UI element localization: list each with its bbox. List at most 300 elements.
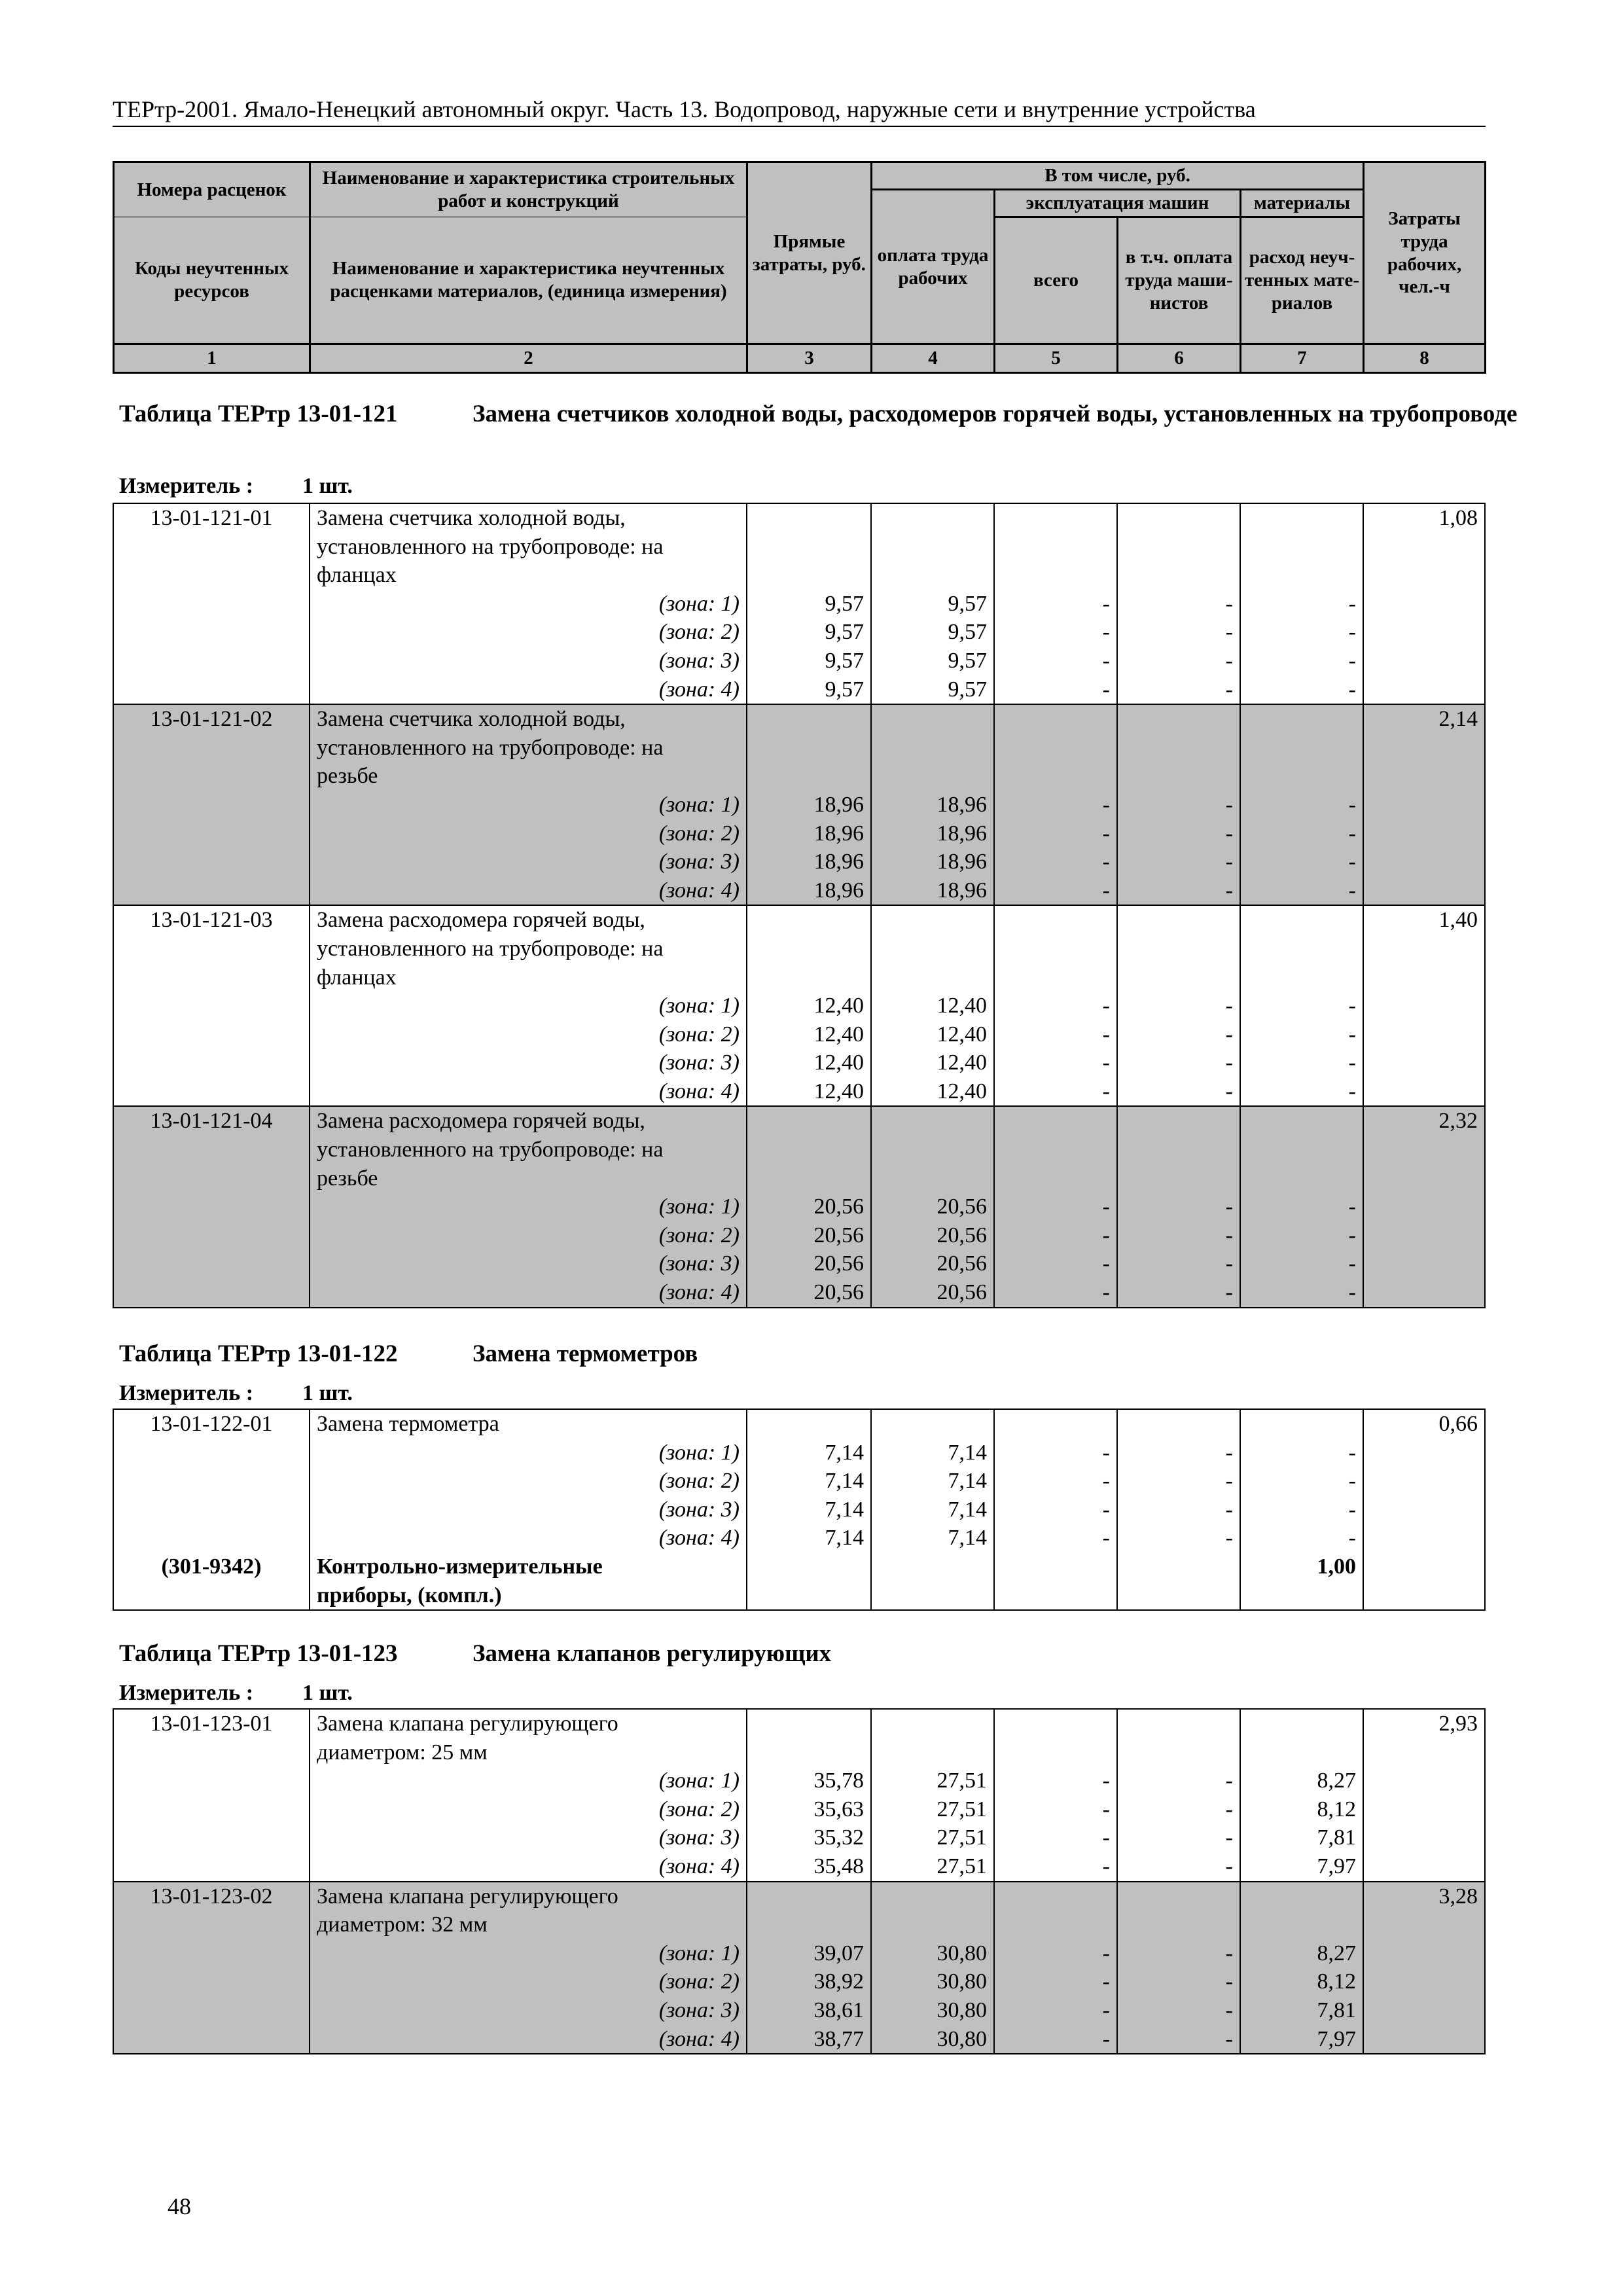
table-row — [113, 1996, 1485, 2025]
machines-total — [994, 1910, 1117, 1939]
page-header: ТЕРтр-2001. Ямало-Ненецкий автономный округ. Часть 13. Водопровод, наружные сети и внутренние устройства — [113, 96, 1486, 127]
labor-costs — [1363, 675, 1485, 705]
direct-costs: 18,96 — [747, 819, 871, 848]
direct-costs: 18,96 — [747, 876, 871, 906]
table-row — [113, 848, 1485, 876]
work-description: резьбе — [310, 762, 747, 791]
rate-code — [113, 1996, 310, 2025]
machinist-pay: - — [1117, 1278, 1240, 1308]
rate-code — [113, 1823, 310, 1852]
work-description: (зона: 2) — [310, 1467, 747, 1496]
direct-costs — [747, 935, 871, 963]
labor-costs: 2,93 — [1363, 1709, 1485, 1738]
machines-total: - — [994, 2025, 1117, 2054]
worker-pay: 18,96 — [871, 848, 994, 876]
direct-costs: 9,57 — [747, 647, 871, 675]
work-description: (зона: 1) — [310, 1439, 747, 1467]
work-description: резьбе — [310, 1164, 747, 1193]
work-description: (зона: 2) — [310, 1967, 747, 1996]
worker-pay: 18,96 — [871, 791, 994, 819]
machinist-pay — [1117, 1910, 1240, 1939]
materials: - — [1240, 590, 1363, 619]
rate-code — [113, 2025, 310, 2054]
table-row — [113, 675, 1485, 705]
table-row — [113, 561, 1485, 590]
materials — [1240, 963, 1363, 992]
rate-code — [113, 1249, 310, 1278]
materials: - — [1240, 1249, 1363, 1278]
worker-pay: 20,56 — [871, 1278, 994, 1308]
table-row — [113, 1106, 1485, 1136]
rate-code — [113, 734, 310, 762]
machines-total: - — [994, 1996, 1117, 2025]
machines-total — [994, 1409, 1117, 1439]
rates-table-13-01-123 — [113, 1708, 1486, 2054]
labor-costs — [1363, 1967, 1485, 1996]
materials: 8,12 — [1240, 1967, 1363, 1996]
labor-costs — [1363, 734, 1485, 762]
machines-total: - — [994, 618, 1117, 647]
worker-pay — [871, 1709, 994, 1738]
table-row — [113, 905, 1485, 935]
rate-code: 13-01-121-02 — [113, 704, 310, 734]
rate-code — [113, 1738, 310, 1767]
work-description: диаметром: 25 мм — [310, 1738, 747, 1767]
work-description: (зона: 2) — [310, 819, 747, 848]
table-row — [113, 1581, 1485, 1611]
direct-costs: 12,40 — [747, 1077, 871, 1107]
table-row — [113, 1496, 1485, 1524]
direct-costs — [747, 1409, 871, 1439]
labor-costs — [1363, 590, 1485, 619]
direct-costs: 20,56 — [747, 1249, 871, 1278]
direct-costs: 20,56 — [747, 1193, 871, 1221]
worker-pay — [871, 734, 994, 762]
rate-code — [113, 935, 310, 963]
direct-costs: 20,56 — [747, 1221, 871, 1250]
machines-total: - — [994, 1193, 1117, 1221]
work-description: (зона: 4) — [310, 2025, 747, 2054]
direct-costs: 35,63 — [747, 1795, 871, 1824]
work-description: Замена расходомера горячей воды, — [310, 1106, 747, 1136]
direct-costs: 35,32 — [747, 1823, 871, 1852]
machinist-pay — [1117, 561, 1240, 590]
materials: - — [1240, 1496, 1363, 1524]
machinist-pay: - — [1117, 1496, 1240, 1524]
labor-costs: 2,32 — [1363, 1106, 1485, 1136]
work-description: (зона: 1) — [310, 992, 747, 1020]
rate-code — [113, 533, 310, 562]
resource-qty: 1,00 — [1240, 1552, 1363, 1581]
table-row — [113, 1077, 1485, 1107]
work-description: (зона: 4) — [310, 1077, 747, 1107]
worker-pay: 20,56 — [871, 1221, 994, 1250]
materials: 8,12 — [1240, 1795, 1363, 1824]
direct-costs: 38,77 — [747, 2025, 871, 2054]
machines-total: - — [994, 992, 1117, 1020]
worker-pay — [871, 1552, 994, 1581]
machines-total: - — [994, 1524, 1117, 1552]
labor-costs — [1363, 1249, 1485, 1278]
direct-costs: 18,96 — [747, 848, 871, 876]
materials — [1240, 1136, 1363, 1164]
table-code: Таблица ТЕРтр 13-01-123 — [119, 1640, 398, 1667]
machinist-pay: - — [1117, 1967, 1240, 1996]
direct-costs — [747, 1581, 871, 1611]
header-c7: расход неуч-тенных мате-риалов — [1241, 217, 1364, 344]
materials: 8,27 — [1240, 1939, 1363, 1968]
unit-label: Измеритель : — [119, 474, 254, 498]
header-machines: эксплуатация машин — [995, 190, 1241, 217]
rate-code — [113, 1049, 310, 1077]
machinist-pay — [1117, 704, 1240, 734]
direct-costs — [747, 503, 871, 533]
table-row — [113, 1709, 1485, 1738]
materials — [1240, 1910, 1363, 1939]
labor-costs — [1363, 1581, 1485, 1611]
labor-costs — [1363, 1496, 1485, 1524]
machinist-pay — [1117, 935, 1240, 963]
materials — [1240, 1709, 1363, 1738]
materials: 7,81 — [1240, 1823, 1363, 1852]
header-num: 8 — [1364, 344, 1486, 373]
labor-costs — [1363, 1221, 1485, 1250]
direct-costs: 9,57 — [747, 590, 871, 619]
header-c2-top: Наименование и характеристика строительных работ и конструкций — [310, 162, 747, 217]
unit-value: 1 шт. — [302, 1681, 353, 1705]
worker-pay: 27,51 — [871, 1823, 994, 1852]
rate-code — [113, 1164, 310, 1193]
table-row — [113, 992, 1485, 1020]
materials: - — [1240, 1049, 1363, 1077]
machines-total — [994, 1552, 1117, 1581]
table-row — [113, 1164, 1485, 1193]
rate-code — [113, 1020, 310, 1049]
labor-costs — [1363, 1467, 1485, 1496]
work-description: (зона: 3) — [310, 1249, 747, 1278]
machinist-pay: - — [1117, 791, 1240, 819]
table-row — [113, 1193, 1485, 1221]
machinist-pay: - — [1117, 647, 1240, 675]
materials: - — [1240, 848, 1363, 876]
table-row — [113, 1738, 1485, 1767]
machines-total: - — [994, 1249, 1117, 1278]
work-description: Замена счетчика холодной воды, — [310, 704, 747, 734]
direct-costs: 9,57 — [747, 618, 871, 647]
labor-costs — [1363, 1193, 1485, 1221]
labor-costs — [1363, 647, 1485, 675]
worker-pay — [871, 905, 994, 935]
table-row — [113, 2025, 1485, 2054]
rate-code — [113, 819, 310, 848]
worker-pay: 12,40 — [871, 1077, 994, 1107]
work-description: Замена счетчика холодной воды, — [310, 503, 747, 533]
worker-pay — [871, 533, 994, 562]
work-description: (зона: 3) — [310, 848, 747, 876]
rate-code: 13-01-122-01 — [113, 1409, 310, 1439]
materials: - — [1240, 1077, 1363, 1107]
labor-costs: 3,28 — [1363, 1882, 1485, 1911]
rate-code — [113, 1852, 310, 1882]
labor-costs — [1363, 1795, 1485, 1824]
machinist-pay: - — [1117, 1467, 1240, 1496]
machines-total: - — [994, 1077, 1117, 1107]
rate-code: 13-01-121-03 — [113, 905, 310, 935]
direct-costs: 35,48 — [747, 1852, 871, 1882]
table-row — [113, 1439, 1485, 1467]
materials: - — [1240, 876, 1363, 906]
table-row — [113, 1221, 1485, 1250]
machinist-pay: - — [1117, 1524, 1240, 1552]
machinist-pay — [1117, 1738, 1240, 1767]
header-num: 6 — [1118, 344, 1241, 373]
labor-costs: 0,66 — [1363, 1409, 1485, 1439]
materials — [1240, 762, 1363, 791]
materials: - — [1240, 1020, 1363, 1049]
worker-pay: 7,14 — [871, 1496, 994, 1524]
labor-costs — [1363, 1278, 1485, 1308]
work-description: (зона: 1) — [310, 791, 747, 819]
labor-costs — [1363, 1020, 1485, 1049]
direct-costs — [747, 561, 871, 590]
header-c3: Прямые затраты, руб. — [747, 162, 872, 344]
work-description: фланцах — [310, 963, 747, 992]
machinist-pay: - — [1117, 1077, 1240, 1107]
table-row — [113, 1136, 1485, 1164]
work-description: (зона: 4) — [310, 675, 747, 705]
machines-total: - — [994, 1278, 1117, 1308]
work-description: (зона: 4) — [310, 1524, 747, 1552]
work-description: (зона: 1) — [310, 590, 747, 619]
direct-costs: 35,78 — [747, 1767, 871, 1795]
table-row — [113, 1767, 1485, 1795]
worker-pay: 9,57 — [871, 647, 994, 675]
labor-costs — [1363, 1823, 1485, 1852]
labor-costs — [1363, 1738, 1485, 1767]
direct-costs — [747, 1164, 871, 1193]
direct-costs — [747, 533, 871, 562]
worker-pay — [871, 1136, 994, 1164]
rate-code — [113, 1939, 310, 1968]
direct-costs: 7,14 — [747, 1439, 871, 1467]
materials — [1240, 905, 1363, 935]
machinist-pay — [1117, 1709, 1240, 1738]
machines-total: - — [994, 1467, 1117, 1496]
machines-total: - — [994, 590, 1117, 619]
table-name: Замена счетчиков холодной воды, расходомеров горячей воды, установленных на трубопроводе — [473, 401, 1518, 427]
materials — [1240, 1738, 1363, 1767]
work-description: (зона: 4) — [310, 1278, 747, 1308]
labor-costs: 2,14 — [1363, 704, 1485, 734]
labor-costs — [1363, 618, 1485, 647]
labor-costs — [1363, 1910, 1485, 1939]
worker-pay: 9,57 — [871, 590, 994, 619]
rate-code — [113, 876, 310, 906]
rate-code — [113, 647, 310, 675]
materials: 7,97 — [1240, 2025, 1363, 2054]
table-code: Таблица ТЕРтр 13-01-122 — [119, 1340, 398, 1367]
rate-code — [113, 1221, 310, 1250]
machinist-pay: - — [1117, 876, 1240, 906]
labor-costs: 1,40 — [1363, 905, 1485, 935]
worker-pay: 30,80 — [871, 1939, 994, 1968]
materials: 7,97 — [1240, 1852, 1363, 1882]
labor-costs — [1363, 1524, 1485, 1552]
labor-costs — [1363, 1939, 1485, 1968]
direct-costs: 38,61 — [747, 1996, 871, 2025]
machinist-pay — [1117, 734, 1240, 762]
labor-costs — [1363, 1077, 1485, 1107]
table-row — [113, 1524, 1485, 1552]
labor-costs — [1363, 1552, 1485, 1581]
resource-description: приборы, (компл.) — [310, 1581, 747, 1611]
direct-costs: 12,40 — [747, 1020, 871, 1049]
labor-costs — [1363, 1164, 1485, 1193]
worker-pay — [871, 1409, 994, 1439]
machines-total: - — [994, 1221, 1117, 1250]
worker-pay — [871, 1106, 994, 1136]
rate-code — [113, 1278, 310, 1308]
labor-costs — [1363, 935, 1485, 963]
direct-costs: 7,14 — [747, 1524, 871, 1552]
machinist-pay: - — [1117, 618, 1240, 647]
machines-total — [994, 1136, 1117, 1164]
worker-pay: 20,56 — [871, 1249, 994, 1278]
direct-costs — [747, 704, 871, 734]
machines-total — [994, 1709, 1117, 1738]
machines-total: - — [994, 791, 1117, 819]
header-c2-bottom: Наименование и характеристика неучтенных расценками материалов, (единица измерения) — [310, 217, 747, 344]
rate-code — [113, 1795, 310, 1824]
rate-code — [113, 848, 310, 876]
rate-code — [113, 590, 310, 619]
work-description: установленного на трубопроводе: на — [310, 533, 747, 562]
machinist-pay: - — [1117, 1439, 1240, 1467]
machinist-pay: - — [1117, 1221, 1240, 1250]
materials: 7,81 — [1240, 1996, 1363, 2025]
header-num: 1 — [114, 344, 310, 373]
worker-pay: 12,40 — [871, 1020, 994, 1049]
header-num: 4 — [872, 344, 995, 373]
header-c8: Затраты труда рабочих, чел.-ч — [1364, 162, 1486, 344]
header-num: 5 — [995, 344, 1118, 373]
machinist-pay: - — [1117, 1249, 1240, 1278]
labor-costs — [1363, 1136, 1485, 1164]
rate-code — [113, 618, 310, 647]
table-row — [113, 1882, 1485, 1911]
labor-costs — [1363, 1767, 1485, 1795]
labor-costs — [1363, 819, 1485, 848]
materials: - — [1240, 1221, 1363, 1250]
machinist-pay — [1117, 1164, 1240, 1193]
machines-total: - — [994, 1852, 1117, 1882]
table-row — [113, 503, 1485, 533]
direct-costs: 9,57 — [747, 675, 871, 705]
rate-code: 13-01-121-01 — [113, 503, 310, 533]
materials: - — [1240, 1278, 1363, 1308]
machinist-pay: - — [1117, 1049, 1240, 1077]
rate-code — [113, 1524, 310, 1552]
labor-costs — [1363, 848, 1485, 876]
labor-costs — [1363, 533, 1485, 562]
materials: - — [1240, 1524, 1363, 1552]
table-row — [113, 1552, 1485, 1581]
worker-pay — [871, 704, 994, 734]
labor-costs — [1363, 1439, 1485, 1467]
worker-pay: 18,96 — [871, 876, 994, 906]
rate-code — [113, 1193, 310, 1221]
machinist-pay — [1117, 1581, 1240, 1611]
machinist-pay: - — [1117, 1767, 1240, 1795]
labor-costs — [1363, 561, 1485, 590]
work-description: (зона: 3) — [310, 1049, 747, 1077]
materials — [1240, 1164, 1363, 1193]
rate-code — [113, 992, 310, 1020]
machinist-pay: - — [1117, 992, 1240, 1020]
materials — [1240, 1106, 1363, 1136]
header-c5: всего — [995, 217, 1118, 344]
unit-value: 1 шт. — [302, 1381, 353, 1405]
machinist-pay: - — [1117, 1996, 1240, 2025]
direct-costs: 18,96 — [747, 791, 871, 819]
work-description: (зона: 1) — [310, 1193, 747, 1221]
table-name: Замена термометров — [473, 1340, 698, 1367]
direct-costs — [747, 1552, 871, 1581]
direct-costs: 7,14 — [747, 1496, 871, 1524]
machinist-pay — [1117, 963, 1240, 992]
materials: - — [1240, 819, 1363, 848]
resource-code: (301-9342) — [113, 1552, 310, 1581]
unit-value: 1 шт. — [302, 474, 353, 498]
materials: - — [1240, 992, 1363, 1020]
machines-total: - — [994, 1049, 1117, 1077]
materials: - — [1240, 647, 1363, 675]
table-row — [113, 963, 1485, 992]
work-description: установленного на трубопроводе: на — [310, 734, 747, 762]
work-description: Замена клапана регулирующего — [310, 1709, 747, 1738]
work-description: (зона: 1) — [310, 1939, 747, 1968]
table-row — [113, 1795, 1485, 1824]
rate-code — [113, 675, 310, 705]
work-description: установленного на трубопроводе: на — [310, 935, 747, 963]
materials — [1240, 1409, 1363, 1439]
unit-line-3 — [119, 1681, 353, 1706]
table-row — [113, 1823, 1485, 1852]
work-description: (зона: 3) — [310, 1823, 747, 1852]
materials: - — [1240, 1193, 1363, 1221]
machinist-pay: - — [1117, 819, 1240, 848]
unit-line-1 — [119, 474, 353, 499]
header-group: В том числе, руб. — [872, 162, 1364, 190]
work-description: (зона: 4) — [310, 876, 747, 906]
table-row — [113, 1249, 1485, 1278]
machinist-pay — [1117, 1552, 1240, 1581]
machines-total — [994, 503, 1117, 533]
machines-total: - — [994, 1767, 1117, 1795]
direct-costs: 38,92 — [747, 1967, 871, 1996]
machinist-pay: - — [1117, 590, 1240, 619]
table-row — [113, 1409, 1485, 1439]
header-num: 7 — [1241, 344, 1364, 373]
table-row — [113, 1967, 1485, 1996]
direct-costs: 12,40 — [747, 992, 871, 1020]
materials: - — [1240, 1467, 1363, 1496]
materials — [1240, 503, 1363, 533]
header-num: 2 — [310, 344, 747, 373]
labor-costs — [1363, 1852, 1485, 1882]
machinist-pay: - — [1117, 1020, 1240, 1049]
machines-total: - — [994, 1020, 1117, 1049]
